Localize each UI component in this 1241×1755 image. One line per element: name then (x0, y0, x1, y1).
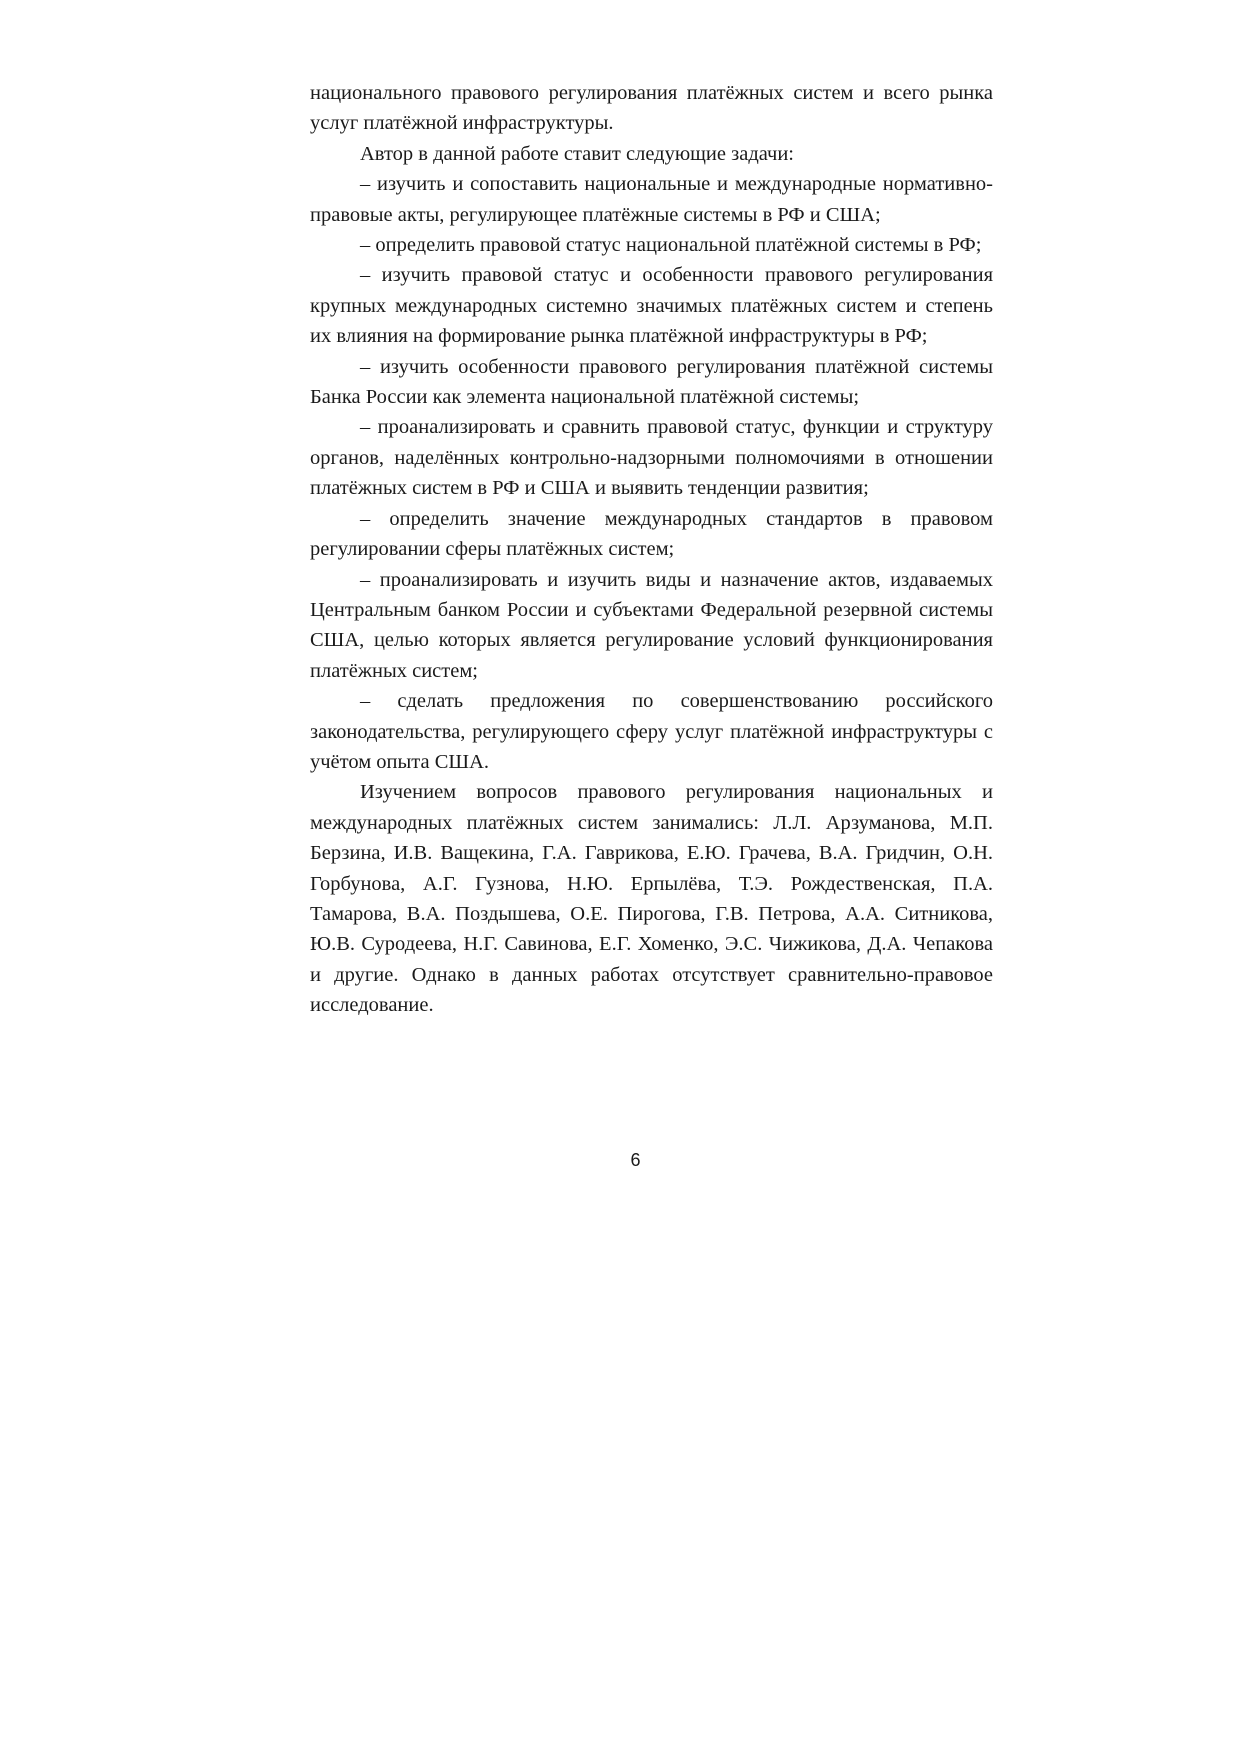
paragraph-task-4: – изучить особенности правового регулирования платёжной системы Банка России как элемента национальной платёжной системы; (310, 355, 993, 409)
paragraph-task-7: – проанализировать и изучить виды и назначение актов, издаваемых Центральным банком России и субъектами Федеральной резервной системы США, целью которых является регулирование условий функционирования платёжных систем; (310, 568, 993, 682)
paragraph-tasks-heading: Автор в данной работе ставит следующие задачи: (360, 142, 795, 165)
paragraph-task-8: – сделать предложения по совершенствованию российского законодательства, регулирующего сферу услуг платёжной инфраструктуры с учётом опыта США. (310, 690, 993, 773)
paragraph-task-6: – определить значение международных стандартов в правовом регулировании сферы платёжных систем; (310, 507, 993, 561)
paragraph-literature-review: Изучением вопросов правового регулирования национальных и международных платёжных систем занимались: Л.Л. Арзуманова, М.П. Берзина, И.В. Ващекина, Г.А. Гаврикова, Е.Ю. Грачева, В.А. Гридчин, О.Н. Горбунова, А.Г. Гузнова, Н.Ю. Ерпылёва, Т.Э. Рождественская, П.А. Тамарова, В.А. Поздышева, О.Е. Пирогова, Г.В. Петрова, А.А. Ситникова, Ю.В. Суродеева, Н.Г. Савинова, Е.Г. Хоменко, Э.С. Чижикова, Д.А. Чепакова и другие. Однако в данных работах отсутствует сравнительно-правовое исследование. (310, 781, 993, 1017)
paragraph-intro-continuation: национального правового регулирования платёжных систем и всего рынка услуг платёжной инфраструктуры. (310, 82, 993, 135)
paragraph-task-3: – изучить правовой статус и особенности правового регулирования крупных международных системно значимых платёжных систем и степень их влияния на формирование рынка платёжной инфраструктуры в РФ; (310, 264, 993, 348)
paragraph-task-2: – определить правовой статус национальной платёжной системы в РФ; (360, 234, 982, 257)
paragraph-task-5: – проанализировать и сравнить правовой статус, функции и структуру органов, наделённых контрольно-надзорными полномочиями в отношении платёжных систем в РФ и США и выявить тенденции развития; (310, 416, 993, 500)
paragraph-task-1: – изучить и сопоставить национальные и международные нормативно-правовые акты, регулирующее платёжные системы в РФ и США; (310, 173, 993, 226)
document-body (310, 78, 993, 1021)
page-number: 6 (630, 1150, 641, 1170)
